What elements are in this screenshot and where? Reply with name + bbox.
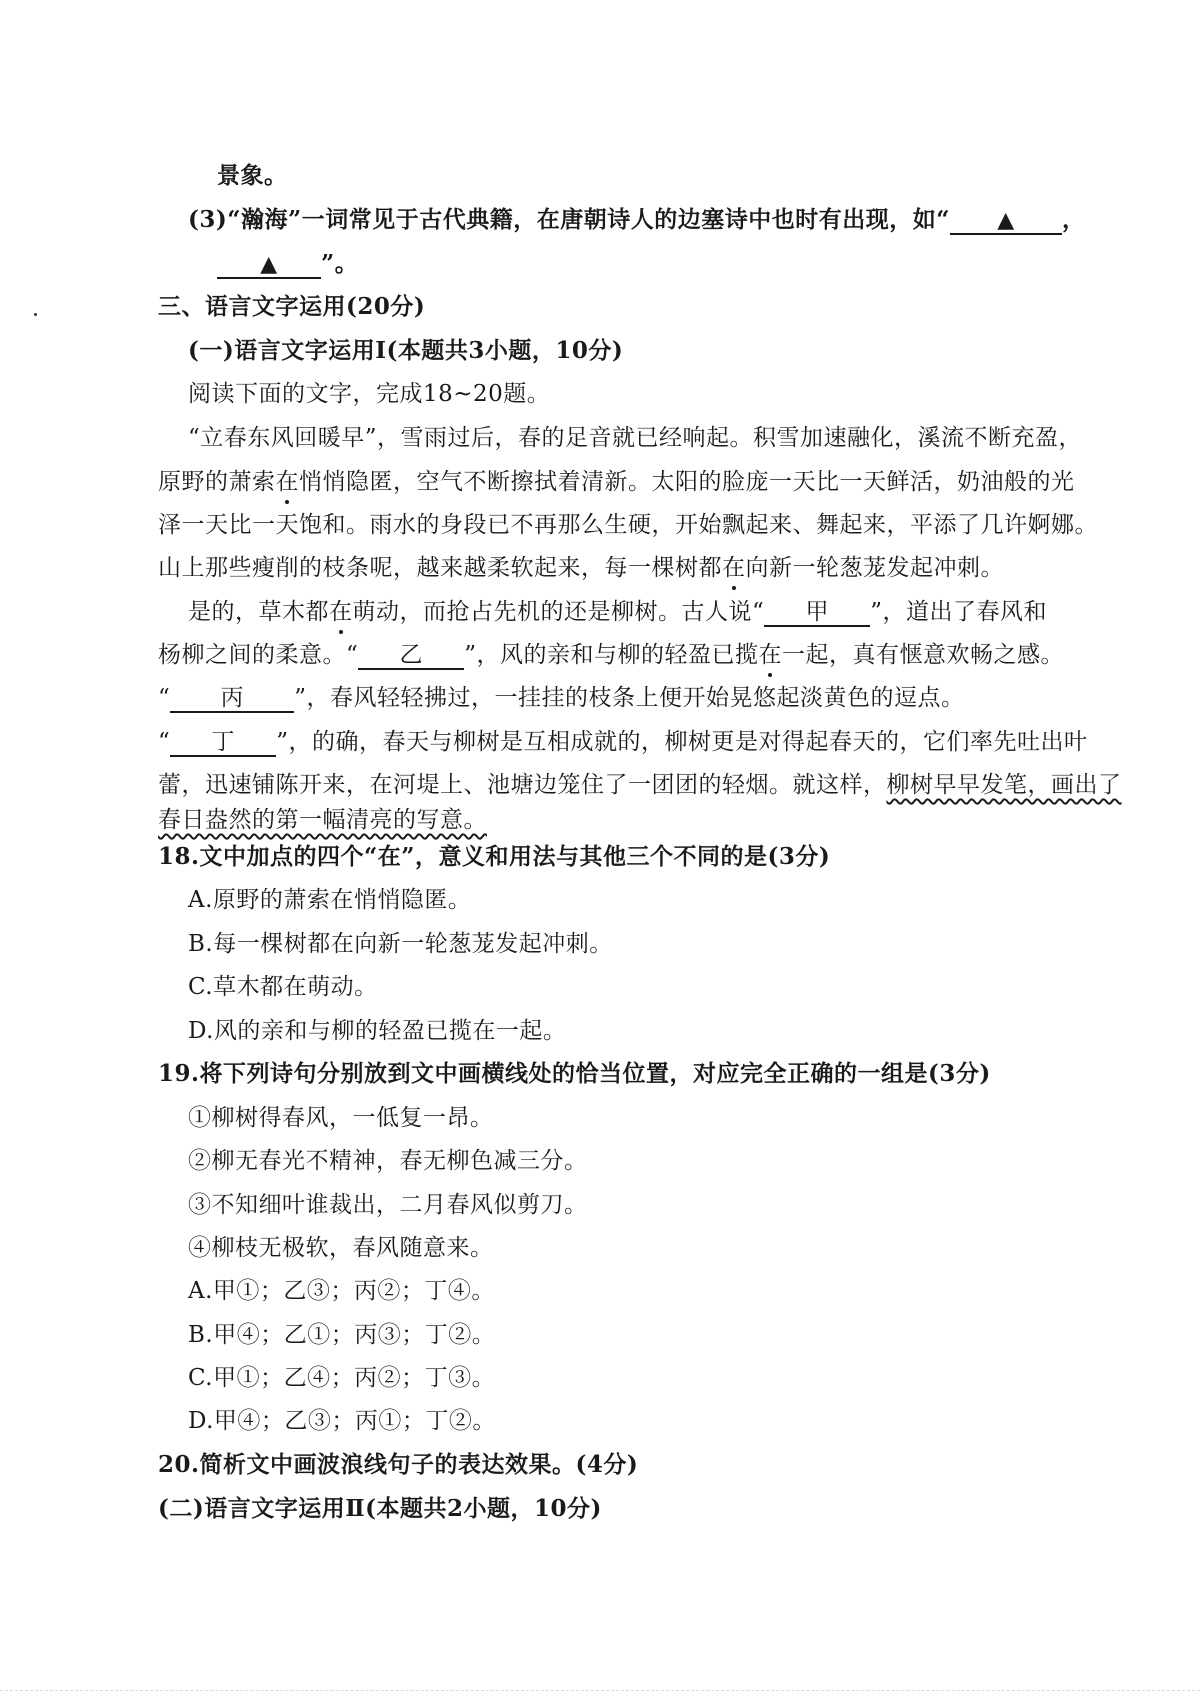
option-text: C.草木都在萌动。 [188, 974, 378, 1000]
punctuation: ”。 [321, 250, 359, 277]
option-a[interactable] [188, 1276, 495, 1306]
passage-text: 山上那些瘦削的枝条呢，越来越柔软起来，每一棵树都 [158, 555, 722, 581]
section-heading [158, 292, 425, 322]
passage-line [158, 727, 1088, 757]
dotted-zai: 在 [329, 599, 353, 625]
poem-text: ③不知细叶谁裁出，二月春风似剪刀。 [188, 1192, 588, 1218]
question-text: 19.将下列诗句分别放到文中画横线处的恰当位置，对应完全正确的一组是(3分) [158, 1060, 991, 1087]
blank-ding[interactable]: 丁 [170, 729, 276, 757]
part-heading [158, 1494, 602, 1524]
scan-speck [34, 313, 37, 316]
option-text: A.原野的萧索在悄悄隐匿。 [188, 887, 472, 913]
answer-blank[interactable] [950, 207, 1062, 235]
option-c[interactable] [188, 1363, 495, 1393]
option-text: B.每一棵树都在向新一轮葱茏发起冲刺。 [188, 931, 613, 957]
poem-line [188, 1190, 588, 1220]
poem-line [188, 1146, 588, 1176]
passage-line [158, 805, 487, 835]
question-text: 18.文中加点的四个“在”，意义和用法与其他三个不同的是(3分) [158, 843, 831, 870]
passage-text: ”，风的亲和与柳的轻盈已揽 [464, 642, 759, 668]
text-line [217, 161, 288, 191]
passage-line [158, 553, 1004, 583]
passage-text: “ [158, 685, 171, 711]
passage-line [158, 770, 1122, 800]
passage-text: 萌动，而抢占先机的还是柳树。古人说“ [352, 599, 765, 625]
part-title: (二)语言文字运用Ⅱ(本题共2小题，10分) [158, 1495, 602, 1522]
subquestion-3 [188, 205, 1085, 235]
poem-line [188, 1233, 494, 1263]
triangle-icon: ▲ [260, 251, 278, 277]
passage-text: 是的，草木都 [188, 599, 329, 625]
instruction [188, 379, 550, 409]
section-title: 三、语言文字运用(20分) [158, 293, 426, 320]
answer-blank[interactable] [217, 251, 321, 279]
triangle-icon: ▲ [997, 207, 1015, 233]
option-text: D.风的亲和与柳的轻盈已揽在一起。 [188, 1018, 567, 1044]
question-18 [158, 842, 830, 872]
passage-text: ”，春风轻轻拂过，一挂挂的枝条上便开始晃悠起淡黄色的逗点。 [294, 685, 965, 711]
passage-text: ”，道出了春风和 [870, 599, 1048, 625]
part-title: (一)语言文字运用Ⅰ(本题共3小题，10分) [188, 337, 624, 364]
blank-bing[interactable]: 丙 [170, 685, 294, 713]
wavy-underlined-sentence: 柳树早早发笔，画出了 [886, 772, 1122, 798]
poem-text: ④柳枝无极软，春风随意来。 [188, 1235, 494, 1261]
passage-text: “立春东风回暖早”，雪雨过后，春的足音就已经响起。积雪加速融化，溪流不断充盈， [188, 425, 1083, 451]
part-heading [188, 336, 623, 366]
punctuation: ， [1061, 206, 1086, 233]
option-a[interactable] [188, 885, 471, 915]
passage-line [158, 640, 1064, 670]
passage-line [158, 467, 1075, 497]
subquestion-3-cont [217, 249, 358, 279]
poem-line [188, 1103, 494, 1133]
option-text: D.甲④；乙③；丙①；丁②。 [188, 1408, 496, 1434]
passage-line [188, 597, 1047, 627]
poem-text: ①柳树得春风，一低复一昂。 [188, 1105, 494, 1131]
passage-line [158, 510, 1098, 540]
passage-text: 泽一天比一天饱和。雨水的身段已不再那么生硬，开始飘起来、舞起来，平添了几许婀娜。 [158, 512, 1098, 538]
passage-text: 原野的萧索 [158, 469, 276, 495]
passage-text: 向新一轮葱茏发起冲刺。 [745, 555, 1004, 581]
option-text: A.甲①；乙③；丙②；丁④。 [188, 1278, 495, 1304]
blank-jia[interactable]: 甲 [764, 599, 870, 627]
option-d[interactable] [188, 1016, 566, 1046]
option-d[interactable] [188, 1406, 496, 1436]
passage-line [188, 423, 1082, 453]
instruction-text: 阅读下面的文字，完成18~20题。 [188, 381, 551, 407]
passage-text: 一起，真有惬意欢畅之感。 [782, 642, 1065, 668]
poem-text: ②柳无春光不精神，春无柳色减三分。 [188, 1148, 588, 1174]
question-20 [158, 1450, 638, 1480]
question-19 [158, 1059, 991, 1089]
option-c[interactable] [188, 972, 378, 1002]
scan-edge-divider [0, 1690, 1200, 1691]
passage-line [158, 683, 965, 713]
subquestion-text: (3)“瀚海”一词常见于古代典籍，在唐朝诗人的边塞诗中也时有出现，如“ [188, 206, 950, 233]
option-text: B.甲④；乙①；丙③；丁②。 [188, 1322, 496, 1348]
dotted-zai: 在 [275, 469, 299, 495]
question-text: 20.简析文中画波浪线句子的表达效果。(4分) [158, 1451, 639, 1478]
option-b[interactable] [188, 1320, 495, 1350]
passage-text: “ [158, 729, 171, 755]
dotted-zai: 在 [722, 555, 746, 581]
wavy-underlined-sentence: 春日盎然的第一幅清亮的写意。 [158, 807, 487, 833]
passage-text: 杨柳之间的柔意。“ [158, 642, 359, 668]
passage-text: ”，的确，春天与柳树是互相成就的，柳树更是对得起春天的，它们率先吐出叶 [276, 729, 1088, 755]
passage-text: 悄悄隐匿，空气不断擦拭着清新。太阳的脸庞一天比一天鲜活，奶油般的光 [299, 469, 1075, 495]
line-text: 景象。 [217, 162, 288, 189]
option-b[interactable] [188, 929, 613, 959]
passage-text: 蕾，迅速铺陈开来，在河堤上、池塘边笼住了一团团的轻烟。就这样， [158, 772, 887, 798]
option-text: C.甲①；乙④；丙②；丁③。 [188, 1365, 496, 1391]
blank-yi[interactable]: 乙 [358, 642, 464, 670]
dotted-zai: 在 [758, 642, 783, 668]
